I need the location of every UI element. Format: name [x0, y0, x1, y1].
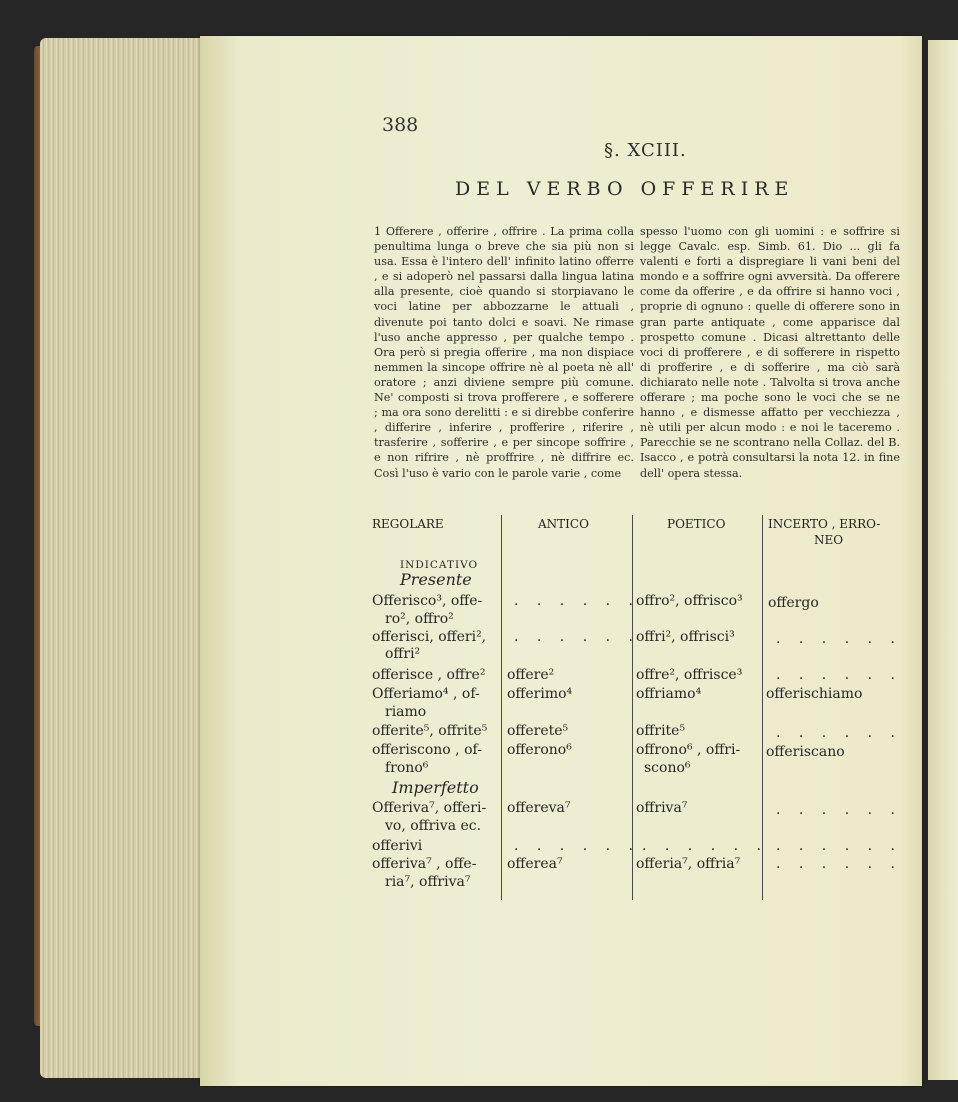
cell-poetic: offri², offrisci³ — [636, 629, 735, 645]
header-regolare: REGOLARE — [372, 517, 444, 531]
cell-ancient: offerono⁶ — [507, 742, 572, 758]
header-incerto-cont: NEO — [814, 533, 844, 547]
cell-regular: offerivi — [372, 838, 423, 854]
cell-poetic: offrono⁶ , offri- — [636, 742, 741, 758]
cell-empty-dots: . . . . . . — [776, 802, 902, 818]
cell-regular: Offeriva⁷, offeri- — [372, 800, 487, 816]
text-column-left — [374, 224, 634, 481]
cell-empty-dots: . . . . . . — [776, 667, 902, 683]
cell-regular: offerisce , offre² — [372, 667, 486, 683]
cell-regular: vo, offriva ec. — [385, 818, 482, 834]
facing-page-edge — [928, 40, 958, 1080]
cell-regular: offerite⁵, offrite⁵ — [372, 723, 488, 739]
cell-empty-dots: . . . . . . — [642, 838, 768, 854]
cell-poetic: offro², offrisco³ — [636, 593, 743, 609]
column-divider — [501, 515, 502, 900]
cell-poetic: offre², offrisce³ — [636, 667, 743, 683]
cell-uncertain: offergo — [768, 595, 819, 611]
tense-present: Presente — [400, 570, 472, 589]
cell-regular: ria⁷, offriva⁷ — [385, 874, 471, 890]
header-incerto: INCERTO , ERRO- — [768, 517, 881, 531]
cell-poetic: offriva⁷ — [636, 800, 688, 816]
cell-ancient: offere² — [507, 667, 555, 683]
cell-poetic: offrite⁵ — [636, 723, 686, 739]
header-poetico: POETICO — [667, 517, 726, 531]
cell-regular: riamo — [385, 704, 427, 720]
cell-ancient: offerea⁷ — [507, 856, 563, 872]
cell-empty-dots: . . . . . . — [776, 838, 902, 854]
page-number: 388 — [382, 114, 419, 136]
header-antico: ANTICO — [538, 517, 589, 531]
section-number: §. XCIII. — [604, 140, 687, 161]
cell-empty-dots: . . . . . . — [776, 725, 902, 741]
cell-uncertain: offeriscano — [766, 744, 845, 760]
cell-ancient: offereva⁷ — [507, 800, 571, 816]
chapter-title: DEL VERBO OFFERIRE — [455, 178, 795, 200]
text-column-right — [640, 224, 900, 481]
cell-poetic: scono⁶ — [644, 760, 691, 776]
cell-regular: offeriscono , of- — [372, 742, 482, 758]
paragraph-left: 1 Offerere , offerire , offrire . La prima colla penultima lunga o breve che sia più non si usa. Essa è l'intero dell' infinito latino offerre , e si adoperò nel passarsi dalla lingua latina alla presente, cioè quando si storpiavano le voci latine per abbozzarne le attuali , divenute poi tanto dolci e soavi. Ne rimase l'uso anche appresso , per qualche tempo . Ora però si pregia offerire , ma non dispiace nemmen la sincope offrire nè al poeta nè all' oratore ; anzi diviene sempre più comune. Ne' composti si trova profferere , e sofferere ; ma ora sono derelitti : e si direbbe conferire , differire , inferire , profferire , riferire , trasferire , sofferire , e per sincope soffrire , e non rifrire , nè proffrire , nè diffrire ec. Così l'uso è vario con le parole varie , come — [374, 225, 634, 480]
cell-regular: offerisci, offeri², — [372, 629, 487, 645]
cell-regular: ro², offro² — [385, 611, 454, 627]
cell-regular: offeriva⁷ , offe- — [372, 856, 477, 872]
cell-empty-dots: . . . . . . — [776, 856, 902, 872]
cell-regular: frono⁶ — [385, 760, 429, 776]
cell-regular: Offerisco³, offe- — [372, 593, 483, 609]
cell-poetic: offriamo⁴ — [636, 686, 702, 702]
tense-imperfect: Imperfetto — [392, 778, 479, 797]
page-edges — [40, 38, 210, 1078]
cell-regular: Offeriamo⁴ , of- — [372, 686, 480, 702]
cell-poetic: offeria⁷, offria⁷ — [636, 856, 741, 872]
cell-empty-dots: . . . . . . — [514, 838, 640, 854]
cell-regular: offri² — [385, 646, 421, 662]
cell-ancient: offerete⁵ — [507, 723, 569, 739]
cell-empty-dots: . . . . . . — [514, 629, 640, 645]
cell-empty-dots: . . . . . . — [776, 631, 902, 647]
cell-uncertain: offerischiamo — [766, 686, 863, 702]
paragraph-right: spesso l'uomo con gli uomini : e soffrire si legge Cavalc. esp. Simb. 61. Dio ... gli fa valenti e forti a dispregiare li vani beni del mondo e a soffrire ogni avversità. Da offerere come da offerire , e da offrire si hanno voci , proprie di ognuno : quelle di offerere sono in gran parte antiquate , come apparisce dal prospetto comune . Dicasi altrettanto delle voci di profferere , e di sofferere in rispetto di profferire , e di sofferire , ma ciò sarà dichiarato nelle note . Talvolta si trova anche offerare ; ma poche sono le voci che se ne hanno , e dismesse affatto per vecchiezza , nè utili per alcun modo : e noi le taceremo . Parecchie se ne scontrano nella Collaz. del B. Isacco , e potrà consultarsi la nota 12. in fine dell' opera stessa. — [640, 225, 900, 480]
cell-empty-dots: . . . . . . — [514, 593, 640, 609]
mood-label: INDICATIVO — [400, 559, 479, 571]
cell-ancient: offerimo⁴ — [507, 686, 573, 702]
